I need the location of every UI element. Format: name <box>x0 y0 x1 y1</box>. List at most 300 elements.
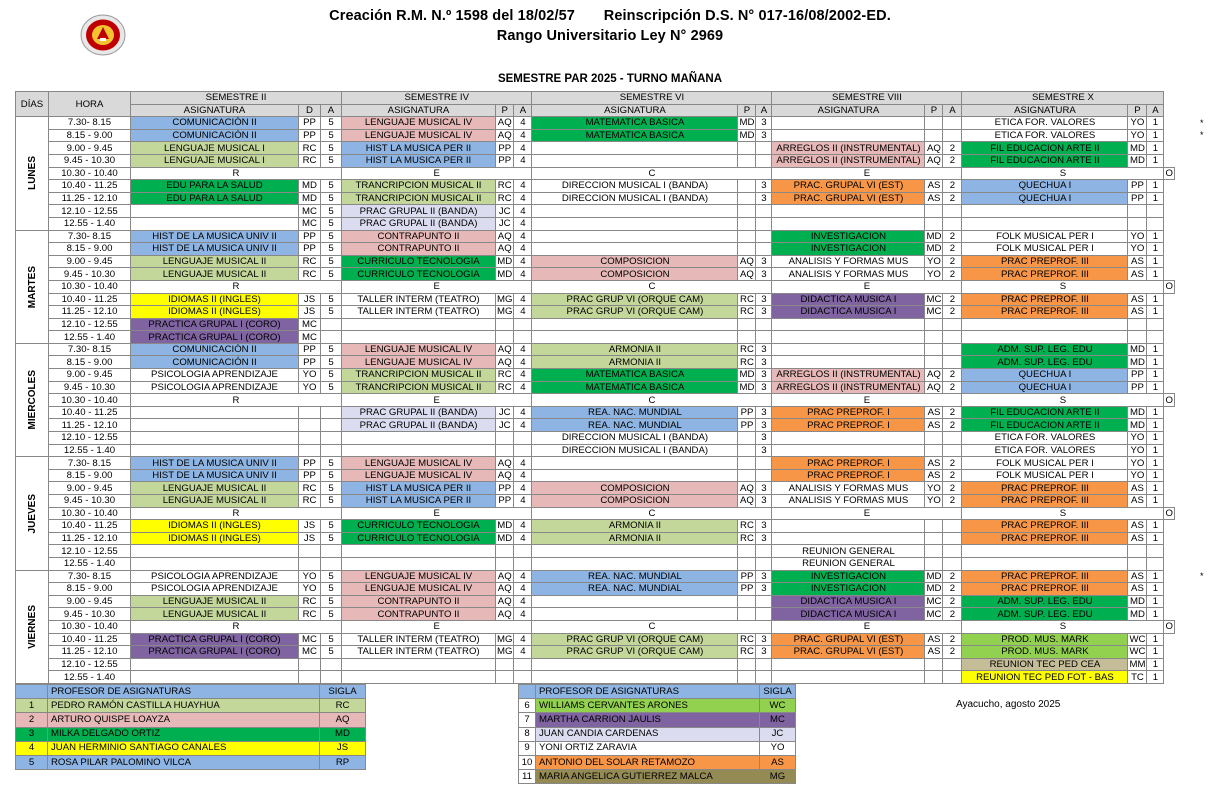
recess-letter: S <box>962 280 1164 293</box>
credit-cell <box>321 671 342 684</box>
credit-cell: 1 <box>1147 306 1164 319</box>
professor-code <box>738 469 756 482</box>
table-row <box>16 192 1175 205</box>
subject-cell <box>532 331 738 344</box>
credit-cell: 4 <box>514 520 532 533</box>
credit-cell <box>943 356 962 369</box>
table-row <box>16 180 1175 193</box>
professor-code: AQ <box>496 117 514 130</box>
subject-cell <box>131 205 299 218</box>
professor-code: AQ <box>496 129 514 142</box>
professor-code: RC <box>299 608 321 621</box>
prof-name: YONI ORTIZ ZARAVIA <box>536 741 760 755</box>
subject-cell: PRAC PREPROF. III <box>962 532 1128 545</box>
professor-code: AS <box>925 633 943 646</box>
subject-cell <box>342 557 496 570</box>
professor-code: WC <box>1129 646 1146 658</box>
professor-code: MD <box>1128 154 1147 167</box>
subject-cell: COMUNICACIÓN II <box>131 129 299 142</box>
professor-code: PP <box>496 154 514 167</box>
professor-code: AS <box>1128 532 1147 545</box>
subject-cell: TALLER INTERM (TEATRO) <box>342 633 496 646</box>
recess-letter: O <box>1165 167 1173 179</box>
subject-cell <box>532 217 738 230</box>
subject-cell <box>772 658 925 671</box>
d-header: P <box>1128 104 1147 117</box>
credit-cell: 5 <box>321 293 342 306</box>
professor-code <box>299 419 321 432</box>
subject-cell <box>962 205 1128 218</box>
professor-code <box>925 343 943 356</box>
professor-code <box>299 545 321 558</box>
subject-cell: HIST DE LA MUSICA UNIV II <box>131 243 299 256</box>
prof-header: PROFESOR DE ASIGNATURAS <box>48 685 320 699</box>
a-header: A <box>321 104 342 117</box>
professor-code: RC <box>299 142 321 155</box>
professor-code: PP <box>299 129 321 142</box>
prof-code: JC <box>760 727 796 741</box>
professor-code: YO <box>1128 469 1147 482</box>
professor-code <box>738 205 756 218</box>
subject-cell: QUECHUA I <box>962 381 1128 394</box>
subject-cell <box>131 217 299 230</box>
prof-name: MARTHA CARRION JAULIS <box>536 713 760 727</box>
subject-cell: PRAC GRUP VI (ORQUE CAM) <box>532 646 738 659</box>
subject-cell: LENGUAJE MUSICAL II <box>131 255 299 268</box>
professor-code: AS <box>1128 268 1147 281</box>
credit-cell: 3 <box>756 268 772 281</box>
subject-cell: INVESTIGACION <box>772 243 925 256</box>
professor-code: PP <box>1128 369 1147 382</box>
credit-cell <box>321 406 342 419</box>
professor-code: YO <box>1128 117 1147 130</box>
subject-cell <box>532 142 738 155</box>
credit-cell <box>756 154 772 167</box>
time-cell: 10.30 - 10.40 <box>49 280 131 293</box>
time-cell: 10.40 - 11.25 <box>49 406 131 419</box>
credit-cell <box>1147 545 1164 558</box>
professor-code: MD <box>926 230 942 242</box>
credit-cell: 4 <box>514 633 532 646</box>
professor-code: AS <box>1128 570 1147 583</box>
subject-cell: FOLK MUSICAL PER I <box>962 243 1128 256</box>
professor-code: RC <box>496 192 514 205</box>
professor-code: MD <box>497 520 513 532</box>
subject-cell: PRAC PREPROF. III <box>962 495 1128 508</box>
credit-cell: 4 <box>514 469 532 482</box>
credit-cell <box>321 658 342 671</box>
professor-code <box>496 444 514 457</box>
professor-code: JS <box>299 293 321 306</box>
table-row <box>16 142 1175 155</box>
recess-letter: E <box>772 167 962 180</box>
table-row <box>16 595 1175 608</box>
subject-cell: CONTRAPUNTO II <box>342 230 496 243</box>
professor-code <box>925 318 943 331</box>
credit-cell: 5 <box>321 457 342 470</box>
time-cell: 12.55 - 1.40 <box>49 557 131 570</box>
professor-code: AS <box>925 406 943 419</box>
recess-letter: R <box>131 280 342 293</box>
credit-cell: 1 <box>1147 180 1164 193</box>
subject-cell: FIL EDUCACION ARTE II <box>962 419 1128 432</box>
professor-code <box>738 444 756 457</box>
credit-cell <box>943 432 962 445</box>
professor-code: PP <box>738 406 756 419</box>
subject-cell: PRAC GRUP VI (ORQUE CAM) <box>532 633 738 646</box>
table-row <box>16 633 1175 646</box>
professor-code: MC <box>299 633 321 646</box>
time-cell: 7.30- 8.15 <box>49 457 131 470</box>
subject-cell <box>342 658 496 671</box>
time-cell: 11.25 - 12.10 <box>49 532 131 545</box>
recess-letter: C <box>532 167 772 180</box>
credit-cell <box>321 432 342 445</box>
subject-cell: QUECHUA I <box>962 369 1128 382</box>
credit-cell: 1 <box>1147 343 1164 356</box>
time-cell: 12.10 - 12.55 <box>49 658 131 671</box>
table-row <box>16 646 1175 659</box>
subject-cell: PRAC PREPROF. III <box>962 482 1128 495</box>
day-label <box>16 230 49 343</box>
subject-cell: QUECHUA I <box>962 180 1128 193</box>
semester-header: SEMESTRE VIII <box>772 92 962 105</box>
professor-code: AQ <box>496 243 514 256</box>
professor-code: MM <box>1129 659 1146 671</box>
time-cell: 12.10 - 12.55 <box>49 545 131 558</box>
subject-cell: LENGUAJE MUSICAL IV <box>342 583 496 596</box>
subject-cell: TRANCRIPCION MUSICAL II <box>342 381 496 394</box>
professor-code: JS <box>299 520 321 533</box>
prof-name: MARIA ANGELICA GUTIERREZ MALCA <box>536 770 760 784</box>
credit-cell: 1 <box>1147 419 1164 432</box>
time-cell: 12.10 - 12.55 <box>49 432 131 445</box>
professor-code: MD <box>1128 608 1147 621</box>
subject-cell: DIRECCION MUSICAL I (BANDA) <box>532 180 738 193</box>
subject-cell: PROD. MUS. MARK <box>962 646 1128 659</box>
professor-code: AQ <box>496 343 514 356</box>
recess-letter: S <box>962 394 1164 407</box>
credit-cell: 1 <box>1147 570 1164 583</box>
credit-cell: 3 <box>756 255 772 268</box>
credit-cell: 2 <box>943 482 962 495</box>
professor-code <box>496 432 514 445</box>
time-cell: 7.30- 8.15 <box>49 230 131 243</box>
professor-code: PP <box>496 495 514 508</box>
credit-cell <box>756 205 772 218</box>
recess-letter: O <box>1165 507 1173 519</box>
credit-cell <box>514 545 532 558</box>
prof-code: AQ <box>320 713 366 727</box>
credit-cell: 5 <box>321 595 342 608</box>
subject-cell: ETICA FOR. VALORES <box>962 117 1128 130</box>
credit-cell: 4 <box>514 369 532 382</box>
professor-code: MG <box>497 293 513 305</box>
credit-cell: 3 <box>756 633 772 646</box>
prof-name: MILKA DELGADO ORTIZ <box>48 727 320 741</box>
subject-cell: PRAC GRUPAL II (BANDA) <box>342 419 496 432</box>
d-header: P <box>738 104 756 117</box>
table-row <box>16 117 1175 130</box>
credit-cell: 1 <box>1147 406 1164 419</box>
subject-cell <box>532 608 738 621</box>
credit-cell: 3 <box>756 343 772 356</box>
subject-cell: DIDACTICA MUSICA I <box>772 608 925 621</box>
credit-cell: 5 <box>321 306 342 319</box>
subject-cell <box>772 444 925 457</box>
professor-code: AS <box>1128 583 1147 596</box>
credit-cell: 1 <box>1147 532 1164 545</box>
subject-cell: REA. NAC. MUNDIAL <box>532 419 738 432</box>
professor-code <box>738 217 756 230</box>
credit-cell: 1 <box>1147 482 1164 495</box>
subject-cell: ARREGLOS II (INSTRUMENTAL) <box>772 369 925 382</box>
asignatura-header: ASIGNATURA <box>342 104 496 117</box>
table-row <box>16 583 1175 596</box>
a-header: A <box>514 104 532 117</box>
subject-cell <box>131 419 299 432</box>
professor-code: RC <box>738 343 756 356</box>
professor-code: AS <box>925 457 943 470</box>
table-row <box>16 394 1175 407</box>
subject-cell <box>532 545 738 558</box>
professor-code <box>738 658 756 671</box>
table-row <box>16 255 1175 268</box>
credit-cell: 4 <box>514 192 532 205</box>
credit-cell: 5 <box>321 255 342 268</box>
subject-cell: LENGUAJE MUSICAL II <box>131 595 299 608</box>
header-creation: Creación R.M. N.º 1598 del 18/02/57 Reinscripción D.S. N° 017-16/08/2002-ED. <box>329 8 891 24</box>
prof-number: 6 <box>519 699 536 713</box>
credit-cell <box>943 557 962 570</box>
professor-code: YO <box>299 381 321 394</box>
subject-cell <box>772 117 925 130</box>
subject-cell <box>342 318 496 331</box>
credit-cell: 3 <box>756 520 772 533</box>
professor-code: MG <box>497 306 513 318</box>
professor-code: YO <box>299 583 321 596</box>
a-header: A <box>756 104 772 117</box>
table-row <box>16 432 1175 445</box>
credit-cell <box>756 658 772 671</box>
professor-code: AQ <box>496 457 514 470</box>
subject-cell: IDIOMAS II (INGLES) <box>131 532 299 545</box>
professor-code: RC <box>299 255 321 268</box>
time-cell: 8.15 - 9.00 <box>49 469 131 482</box>
professor-code: JC <box>496 406 514 419</box>
d-header: P <box>925 104 943 117</box>
credit-cell: 4 <box>514 570 532 583</box>
credit-cell <box>321 419 342 432</box>
professor-code: JS <box>299 306 321 319</box>
subject-cell: LENGUAJE MUSICAL II <box>131 495 299 508</box>
subject-cell: TALLER INTERM (TEATRO) <box>342 646 496 659</box>
professor-code: MG <box>497 646 513 658</box>
professor-code <box>738 154 756 167</box>
credit-cell: 2 <box>943 268 962 281</box>
professor-code <box>925 356 943 369</box>
subject-cell: ARREGLOS II (INSTRUMENTAL) <box>772 142 925 155</box>
subject-cell: CONTRAPUNTO II <box>342 608 496 621</box>
professor-code <box>496 658 514 671</box>
subject-cell: HIST LA MUSICA PER II <box>342 482 496 495</box>
recess-letter: R <box>131 507 342 520</box>
time-cell: 9.00 - 9.45 <box>49 482 131 495</box>
subject-cell: HIST LA MUSICA PER II <box>342 154 496 167</box>
professor-code <box>738 595 756 608</box>
subject-cell: DIRECCION MUSICAL I (BANDA) <box>532 192 738 205</box>
recess-letter: R <box>131 620 342 633</box>
subject-cell <box>772 205 925 218</box>
credit-cell: 5 <box>321 217 342 230</box>
professor-code: RC <box>496 369 514 382</box>
subject-cell: ETICA FOR. VALORES <box>962 432 1128 445</box>
credit-cell: 5 <box>321 583 342 596</box>
table-row <box>16 570 1175 583</box>
subject-cell <box>772 671 925 684</box>
subject-cell <box>532 595 738 608</box>
professors-table-right <box>518 684 796 784</box>
credit-cell: 1 <box>1147 381 1164 394</box>
subject-cell: ANALISIS Y FORMAS MUS <box>772 268 925 281</box>
table-row <box>16 230 1175 243</box>
subject-cell: PSICOLOGIA APRENDIZAJE <box>131 570 299 583</box>
credit-cell: 3 <box>756 356 772 369</box>
subject-cell <box>532 205 738 218</box>
professor-code <box>1128 331 1147 344</box>
credit-cell <box>321 545 342 558</box>
professor-code: JC <box>496 205 514 218</box>
professor-code: MC <box>299 217 321 230</box>
professor-code <box>925 432 943 445</box>
professor-code <box>925 671 943 684</box>
professor-code: MC <box>926 306 942 318</box>
day-name: VIERNES <box>26 604 38 649</box>
credit-cell: 3 <box>756 419 772 432</box>
credit-cell: 4 <box>514 205 532 218</box>
professor-code: RC <box>738 293 756 306</box>
credit-cell <box>756 457 772 470</box>
credit-cell: 5 <box>321 154 342 167</box>
professor-code: AQ <box>925 142 943 155</box>
credit-cell: 5 <box>321 243 342 256</box>
credit-cell: 5 <box>321 608 342 621</box>
prof-number: 11 <box>519 770 536 784</box>
prof-name: WILLIAMS CERVANTES ARONES <box>536 699 760 713</box>
professor-code: YO <box>1128 432 1147 445</box>
credit-cell <box>943 205 962 218</box>
subject-cell: ADM. SUP. LEG. EDU <box>962 343 1128 356</box>
subject-cell: LENGUAJE MUSICAL IV <box>342 570 496 583</box>
professor-code: MC <box>926 596 942 608</box>
subject-cell: PRACTICA GRUPAL I (CORO) <box>131 318 299 331</box>
subject-cell: EDU PARA LA SALUD <box>131 192 299 205</box>
table-row <box>16 129 1175 142</box>
credit-cell: 4 <box>514 583 532 596</box>
professor-code: YO <box>925 255 943 268</box>
professor-code: PP <box>299 356 321 369</box>
credit-cell: 1 <box>1147 117 1164 130</box>
professor-code: YO <box>1128 444 1147 457</box>
professor-code <box>299 406 321 419</box>
recess-letter: E <box>772 620 962 633</box>
professor-code <box>738 243 756 256</box>
credit-cell <box>943 658 962 671</box>
subject-cell: PRAC PREPROF. I <box>772 457 925 470</box>
credit-cell: 1 <box>1147 268 1164 281</box>
subject-cell: DIDACTICA MUSICA I <box>772 293 925 306</box>
credit-cell <box>514 557 532 570</box>
professor-code: AQ <box>496 230 514 243</box>
subject-cell: INVESTIGACION <box>772 583 925 596</box>
subject-cell <box>532 671 738 684</box>
credit-cell: 2 <box>943 369 962 382</box>
professor-code: JC <box>496 217 514 230</box>
credit-cell <box>756 671 772 684</box>
time-cell: 11.25 - 12.10 <box>49 646 131 659</box>
subject-cell <box>532 457 738 470</box>
credit-cell <box>1147 331 1164 344</box>
credit-cell: 5 <box>321 180 342 193</box>
professor-code <box>925 129 943 142</box>
professor-code: MD <box>926 243 942 255</box>
professor-code: PP <box>496 142 514 155</box>
recess-letter: E <box>342 167 532 180</box>
professor-code: MD <box>926 570 942 582</box>
credit-cell: 5 <box>321 520 342 533</box>
credit-cell <box>943 318 962 331</box>
subject-cell <box>772 331 925 344</box>
professor-code <box>738 331 756 344</box>
credit-cell: 4 <box>514 129 532 142</box>
professor-code: YO <box>1128 129 1147 142</box>
credit-cell: 5 <box>321 192 342 205</box>
credit-cell: 4 <box>514 293 532 306</box>
credit-cell: 2 <box>943 595 962 608</box>
subject-cell: MATEMATICA BASICA <box>532 129 738 142</box>
credit-cell <box>514 444 532 457</box>
subject-cell <box>342 444 496 457</box>
prof-header: PROFESOR DE ASIGNATURAS <box>536 685 760 699</box>
professor-code: PP <box>299 343 321 356</box>
subject-cell: TALLER INTERM (TEATRO) <box>342 293 496 306</box>
credit-cell <box>514 318 532 331</box>
credit-cell: 1 <box>1147 671 1164 684</box>
professor-code: PP <box>738 583 756 596</box>
credit-cell <box>756 545 772 558</box>
credit-cell: 4 <box>514 646 532 659</box>
time-cell: 8.15 - 9.00 <box>49 583 131 596</box>
time-cell: 7.30- 8.15 <box>49 343 131 356</box>
prof-code: MC <box>760 713 796 727</box>
subject-cell <box>962 545 1128 558</box>
professor-code: MC <box>299 318 321 331</box>
credit-cell: 5 <box>321 117 342 130</box>
subject-cell: LENGUAJE MUSICAL IV <box>342 129 496 142</box>
professor-code <box>738 545 756 558</box>
time-cell: 12.55 - 1.40 <box>49 331 131 344</box>
prof-number: 2 <box>16 713 48 727</box>
professor-code: AS <box>1128 482 1147 495</box>
time-cell: 8.15 - 9.00 <box>49 356 131 369</box>
prof-name: PEDRO RAMÓN CASTILLA HUAYHUA <box>48 699 320 713</box>
credit-cell: 5 <box>321 230 342 243</box>
professor-code: RC <box>496 180 514 193</box>
credit-cell: 2 <box>943 583 962 596</box>
professor-code: RC <box>738 532 756 545</box>
professor-code <box>299 658 321 671</box>
subject-cell <box>772 318 925 331</box>
